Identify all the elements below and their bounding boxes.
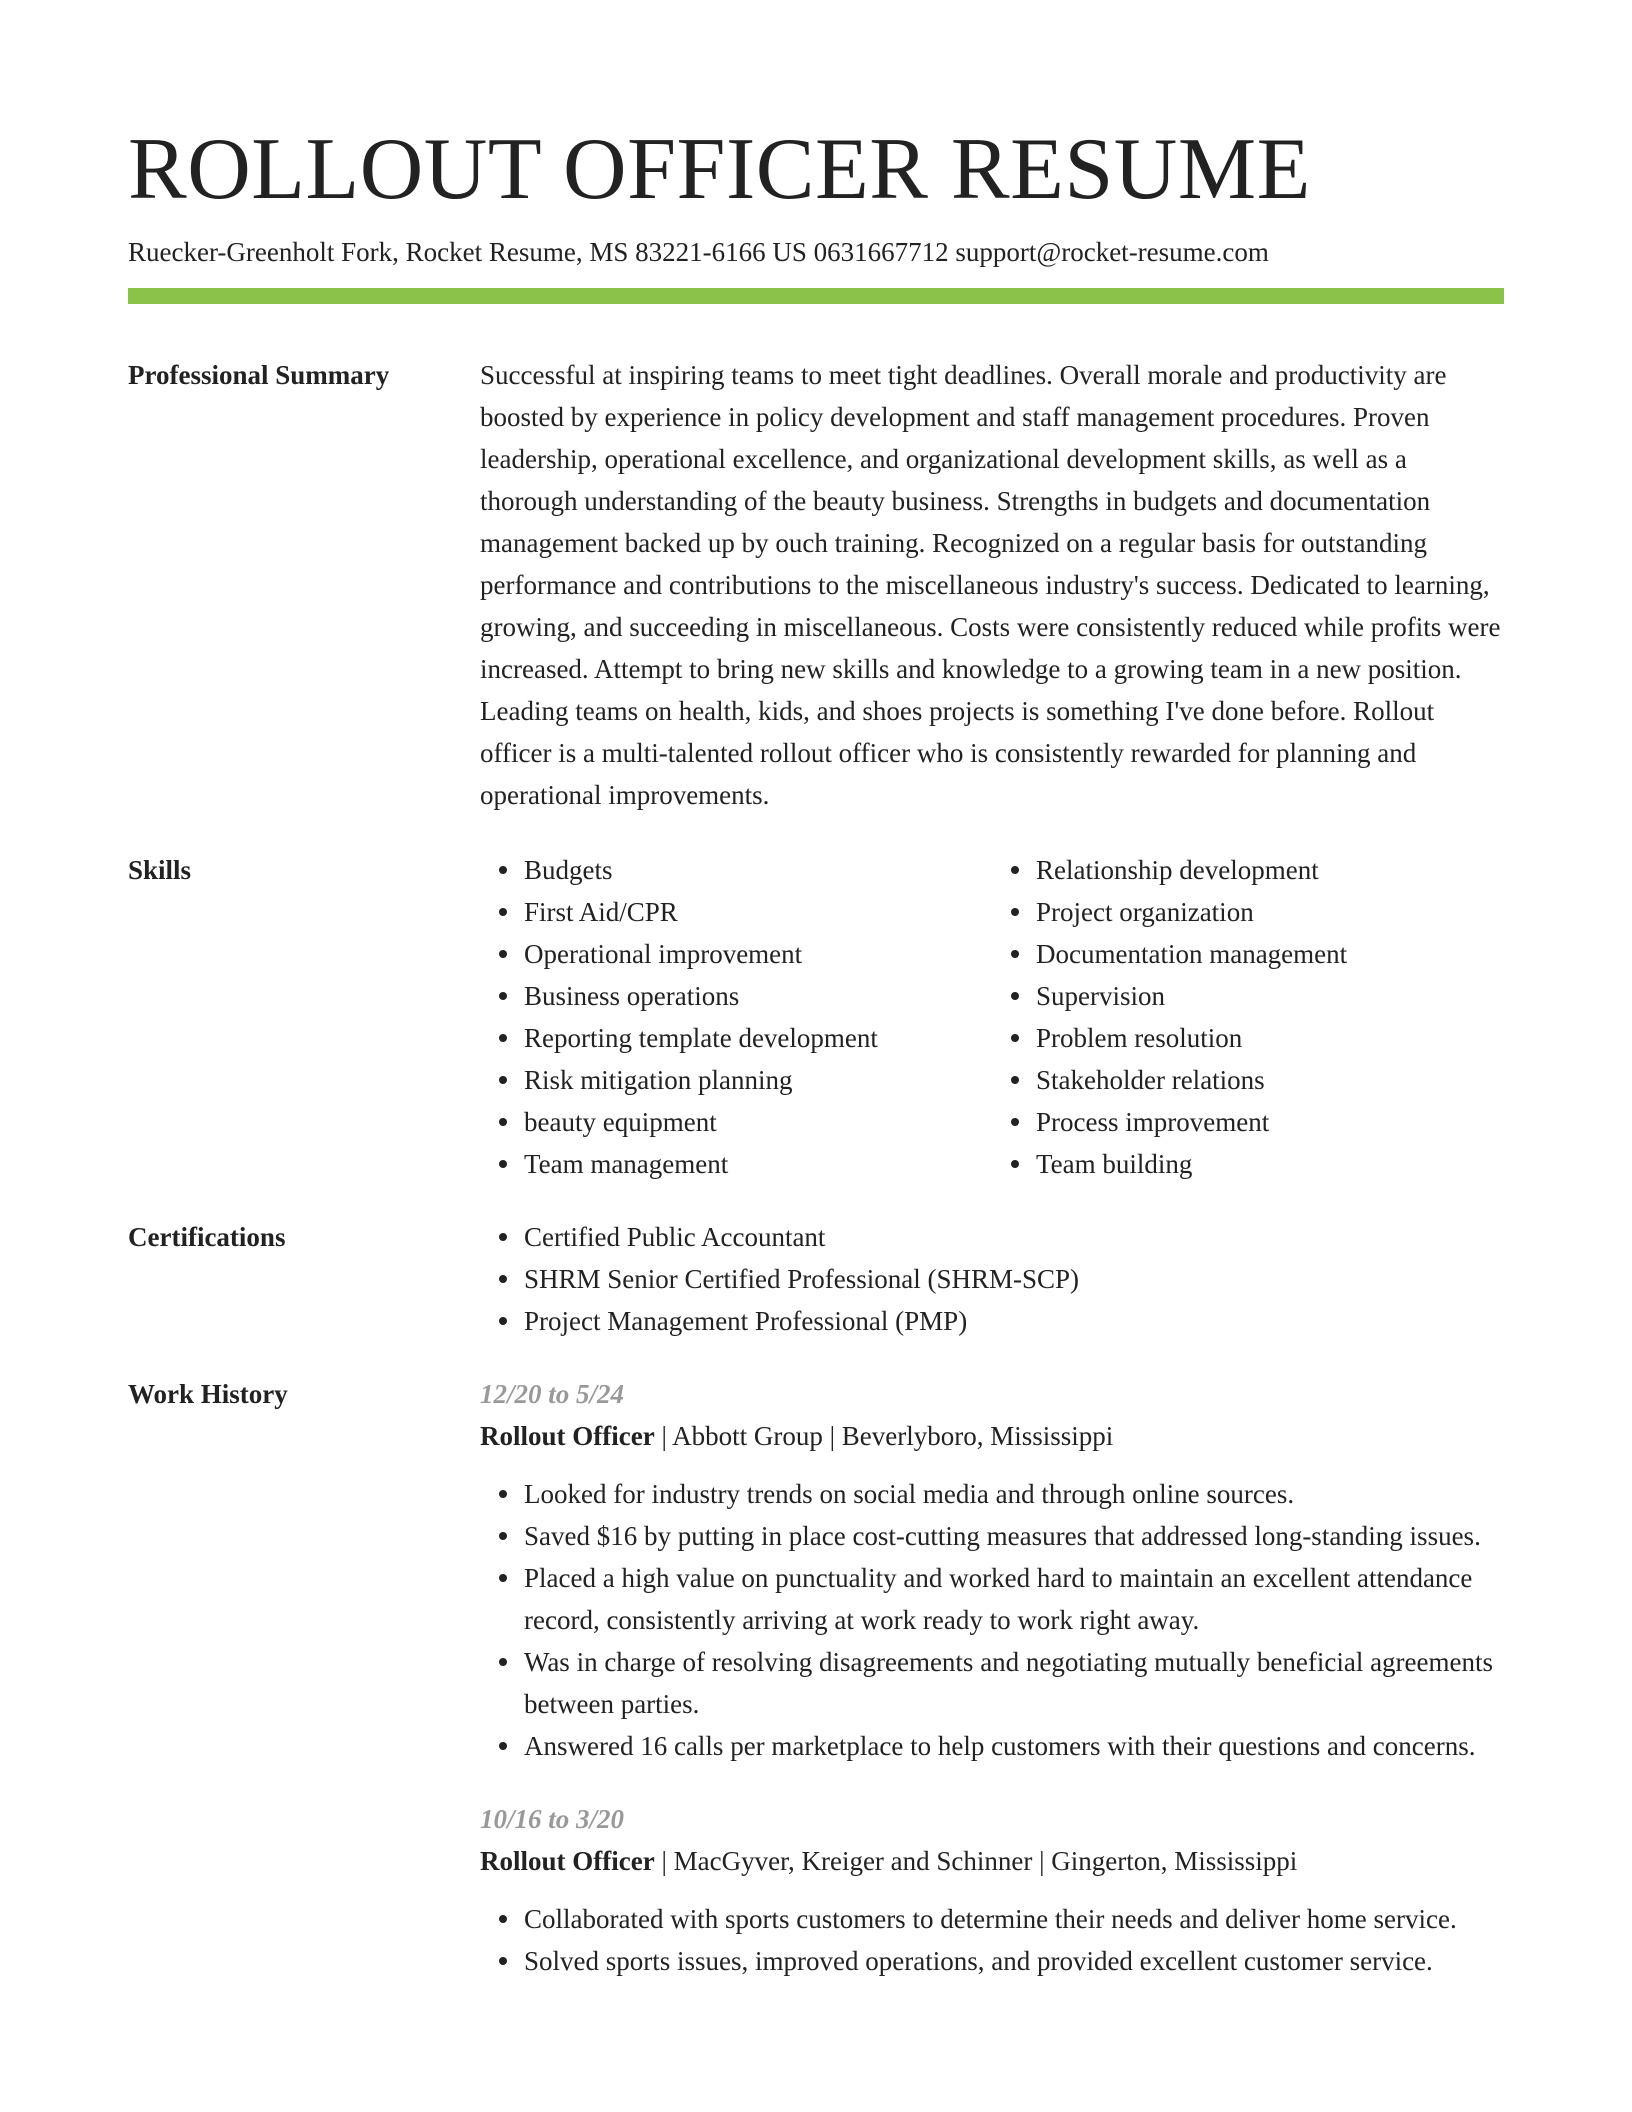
section-label: Work History (128, 1379, 288, 1409)
skill-item: Business operations (524, 975, 992, 1017)
job-entry (480, 1798, 1504, 1982)
job-bullet: Placed a high value on punctuality and worked hard to maintain an excellent attendance record, consistently arriving at work ready to work right away. (524, 1557, 1504, 1641)
header-divider (128, 288, 1504, 304)
section-label: Professional Summary (128, 360, 390, 390)
professional-summary-section (128, 354, 1504, 816)
job-bullet: Solved sports issues, improved operations, and provided excellent customer service. (524, 1940, 1504, 1982)
skill-item: Risk mitigation planning (524, 1059, 992, 1101)
contact-line: Ruecker-Greenholt Fork, Rocket Resume, MS 83221-6166 US 0631667712 support@rocket-resume.com (128, 237, 1269, 267)
certification-item: Certified Public Accountant (524, 1216, 1504, 1258)
job-details: | Abbott Group | Beverlyboro, Mississippi (654, 1421, 1114, 1451)
skill-item: Process improvement (1036, 1101, 1504, 1143)
skill-item: Relationship development (1036, 849, 1504, 891)
job-heading (480, 1415, 1504, 1457)
certification-item: SHRM Senior Certified Professional (SHRM-SCP) (524, 1258, 1504, 1300)
section-label: Certifications (128, 1222, 286, 1252)
job-bullet: Saved $16 by putting in place cost-cutting measures that addressed long-standing issues. (524, 1515, 1504, 1557)
skill-item: Documentation management (1036, 933, 1504, 975)
skill-item: Reporting template development (524, 1017, 992, 1059)
job-bullet: Was in charge of resolving disagreements and negotiating mutually beneficial agreements between parties. (524, 1641, 1504, 1725)
skill-item: Operational improvement (524, 933, 992, 975)
job-bullet: Collaborated with sports customers to determine their needs and deliver home service. (524, 1898, 1504, 1940)
job-entry (480, 1373, 1504, 1767)
job-bullet: Answered 16 calls per marketplace to help customers with their questions and concerns. (524, 1725, 1504, 1767)
skill-item: Team building (1036, 1143, 1504, 1185)
resume-page (128, 120, 1504, 1982)
summary-text: Successful at inspiring teams to meet tight deadlines. Overall morale and productivity are boosted by experience in policy development and staff management procedures. Proven leadership, operational excellence, and organizational development skills, as well as a thorough understanding of the beauty business. Strengths in budgets and documentation management backed up by ouch training. Recognized on a regular basis for outstanding performance and contributions to the miscellaneous industry's success. Dedicated to learning, growing, and succeeding in miscellaneous. Costs were consistently reduced while profits were increased. Attempt to bring new skills and knowledge to a growing team in a new position. Leading teams on health, kids, and shoes projects is something I've done before. Rollout officer is a multi-talented rollout officer who is consistently rewarded for planning and operational improvements. (480, 360, 1501, 810)
skill-item: First Aid/CPR (524, 891, 992, 933)
certifications-section (128, 1216, 1504, 1342)
certifications-list (480, 1216, 1504, 1342)
skill-item: Problem resolution (1036, 1017, 1504, 1059)
skill-item: Team management (524, 1143, 992, 1185)
job-bullets (480, 1473, 1504, 1767)
skill-item: beauty equipment (524, 1101, 992, 1143)
job-bullet: Looked for industry trends on social media and through online sources. (524, 1473, 1504, 1515)
section-label: Skills (128, 855, 192, 885)
skills-list-left (480, 849, 992, 1185)
skill-item: Budgets (524, 849, 992, 891)
job-dates: 10/16 to 3/20 (480, 1804, 625, 1834)
skill-item: Supervision (1036, 975, 1504, 1017)
skills-list-right (992, 849, 1504, 1185)
job-dates: 12/20 to 5/24 (480, 1379, 625, 1409)
skill-item: Stakeholder relations (1036, 1059, 1504, 1101)
job-heading (480, 1840, 1504, 1882)
job-title: Rollout Officer (480, 1421, 655, 1451)
skill-item: Project organization (1036, 891, 1504, 933)
resume-title: ROLLOUT OFFICER RESUME (128, 121, 1311, 218)
work-history-section (128, 1373, 1504, 1982)
skills-section (128, 849, 1504, 1185)
certification-item: Project Management Professional (PMP) (524, 1300, 1504, 1342)
job-details: | MacGyver, Kreiger and Schinner | Gingerton, Mississippi (654, 1846, 1298, 1876)
job-title: Rollout Officer (480, 1846, 655, 1876)
job-bullets (480, 1898, 1504, 1982)
